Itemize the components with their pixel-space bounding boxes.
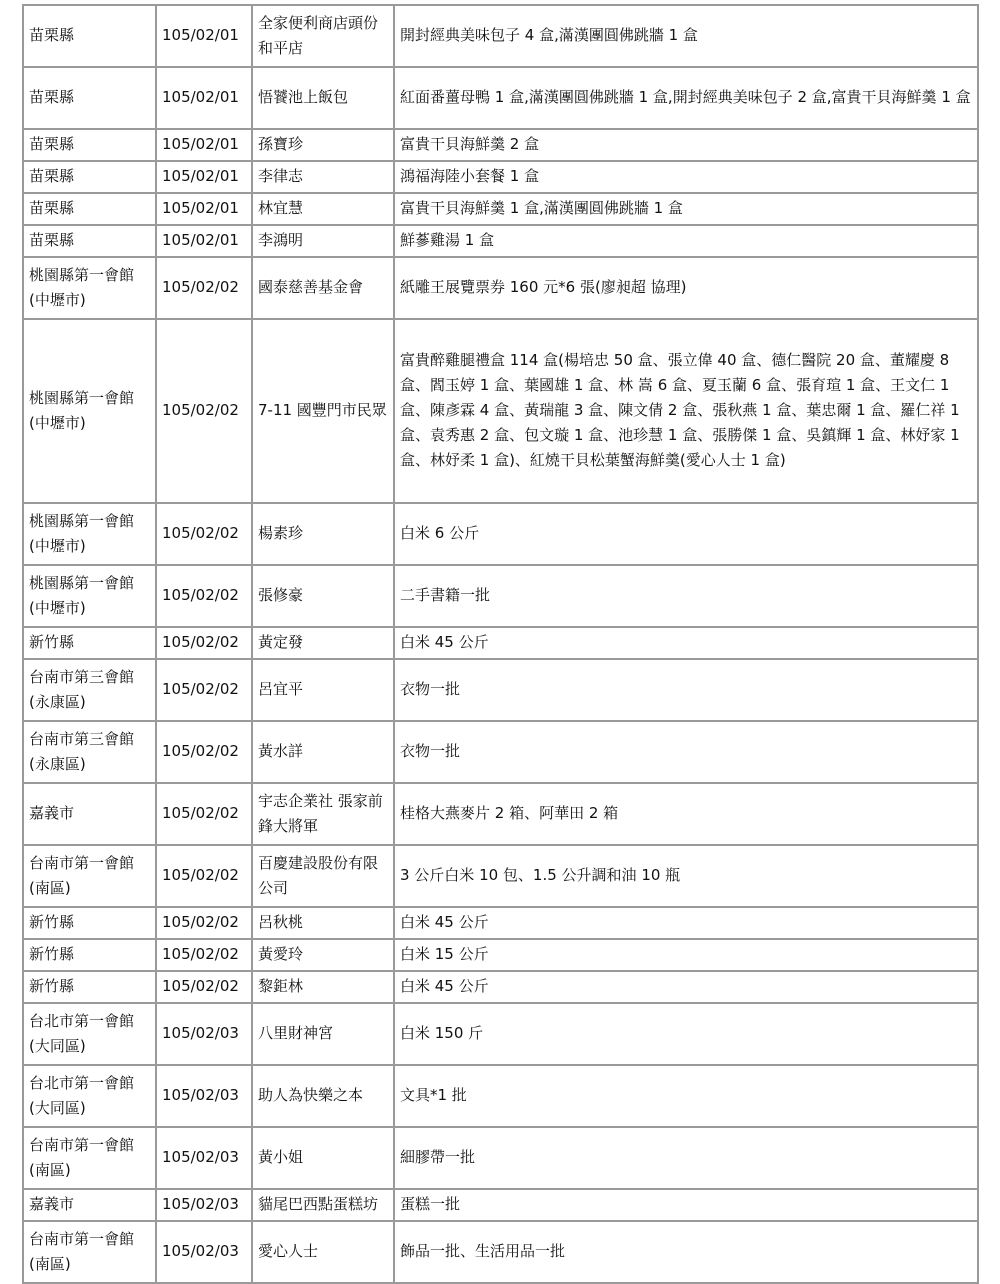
donor-cell: 黎鉅林 [252, 971, 394, 1003]
location-cell: 桃園縣第一會館(中壢市) [23, 319, 156, 503]
table-row [23, 1003, 978, 1065]
donor-cell: 助人為快樂之本 [252, 1065, 394, 1127]
location-cell: 桃園縣第一會館(中壢市) [23, 503, 156, 565]
date-cell: 105/02/03 [156, 1003, 252, 1065]
items-cell: 衣物一批 [394, 659, 978, 721]
date-cell: 105/02/02 [156, 783, 252, 845]
donor-cell: 李鴻明 [252, 225, 394, 257]
items-cell: 富貴干貝海鮮羹 2 盒 [394, 129, 978, 161]
date-cell: 105/02/01 [156, 5, 252, 67]
items-cell: 飾品一批、生活用品一批 [394, 1221, 978, 1283]
location-cell: 苗栗縣 [23, 5, 156, 67]
items-cell: 細膠帶一批 [394, 1127, 978, 1189]
donor-cell: 呂宜平 [252, 659, 394, 721]
location-cell: 嘉義市 [23, 783, 156, 845]
items-cell: 白米 6 公斤 [394, 503, 978, 565]
items-cell: 3 公斤白米 10 包、1.5 公升調和油 10 瓶 [394, 845, 978, 907]
location-cell: 苗栗縣 [23, 129, 156, 161]
table-row [23, 1127, 978, 1189]
table-row [23, 225, 978, 257]
location-cell: 台南市第三會館(永康區) [23, 721, 156, 783]
location-cell: 桃園縣第一會館(中壢市) [23, 565, 156, 627]
date-cell: 105/02/02 [156, 971, 252, 1003]
items-cell: 白米 15 公斤 [394, 939, 978, 971]
table-row [23, 319, 978, 503]
donor-cell: 黃定發 [252, 627, 394, 659]
donor-cell: 黃小姐 [252, 1127, 394, 1189]
items-cell: 衣物一批 [394, 721, 978, 783]
items-cell: 桂格大燕麥片 2 箱、阿華田 2 箱 [394, 783, 978, 845]
table-row [23, 907, 978, 939]
table-row [23, 67, 978, 129]
date-cell: 105/02/01 [156, 193, 252, 225]
donor-cell: 7-11 國豐門市民眾 [252, 319, 394, 503]
location-cell: 苗栗縣 [23, 225, 156, 257]
date-cell: 105/02/03 [156, 1065, 252, 1127]
donor-cell: 貓尾巴西點蛋糕坊 [252, 1189, 394, 1221]
items-cell: 蛋糕一批 [394, 1189, 978, 1221]
location-cell: 台南市第三會館(永康區) [23, 659, 156, 721]
donor-cell: 黃水詳 [252, 721, 394, 783]
donor-cell: 孫寶珍 [252, 129, 394, 161]
location-cell: 台南市第一會館(南區) [23, 845, 156, 907]
table-row [23, 503, 978, 565]
date-cell: 105/02/02 [156, 257, 252, 319]
items-cell: 開封經典美味包子 4 盒,滿漢團圓佛跳牆 1 盒 [394, 5, 978, 67]
items-cell: 白米 45 公斤 [394, 971, 978, 1003]
date-cell: 105/02/02 [156, 907, 252, 939]
items-cell: 白米 45 公斤 [394, 907, 978, 939]
date-cell: 105/02/01 [156, 225, 252, 257]
location-cell: 台北市第一會館(大同區) [23, 1003, 156, 1065]
table-row [23, 721, 978, 783]
date-cell: 105/02/02 [156, 659, 252, 721]
location-cell: 新竹縣 [23, 971, 156, 1003]
table-row [23, 129, 978, 161]
date-cell: 105/02/02 [156, 721, 252, 783]
location-cell: 台南市第一會館(南區) [23, 1221, 156, 1283]
date-cell: 105/02/03 [156, 1189, 252, 1221]
date-cell: 105/02/01 [156, 161, 252, 193]
date-cell: 105/02/01 [156, 67, 252, 129]
table-row [23, 1189, 978, 1221]
location-cell: 新竹縣 [23, 939, 156, 971]
table-row [23, 939, 978, 971]
donor-cell: 全家便利商店頭份和平店 [252, 5, 394, 67]
items-cell: 富貴干貝海鮮羹 1 盒,滿漢團圓佛跳牆 1 盒 [394, 193, 978, 225]
table-row [23, 565, 978, 627]
location-cell: 桃園縣第一會館(中壢市) [23, 257, 156, 319]
table-row [23, 783, 978, 845]
date-cell: 105/02/02 [156, 319, 252, 503]
date-cell: 105/02/02 [156, 565, 252, 627]
table-row [23, 659, 978, 721]
table-row [23, 5, 978, 67]
location-cell: 新竹縣 [23, 627, 156, 659]
table-row [23, 193, 978, 225]
donor-cell: 國泰慈善基金會 [252, 257, 394, 319]
table-row [23, 627, 978, 659]
table-row [23, 1221, 978, 1283]
table-row [23, 1065, 978, 1127]
date-cell: 105/02/02 [156, 939, 252, 971]
donor-cell: 黃愛玲 [252, 939, 394, 971]
items-cell: 富貴醉雞腿禮盒 114 盒(楊培忠 50 盒、張立偉 40 盒、德仁醫院 20 盒、董耀慶 8 盒、閻玉婷 1 盒、葉國雄 1 盒、林 嵩 6 盒、夏玉蘭 6 盒、張育瑄 1 盒、王文仁 1 盒、陳彥霖 4 盒、黃瑞龍 3 盒、陳文倩 2 盒、張秋燕 1 盒、葉忠爾 1 盒、羅仁祥 1 盒、袁秀惠 2 盒、包文璇 1 盒、池珍慧 1 盒、張勝傑 1 盒、吳鎮輝 1 盒、林妤家 1 盒、林妤柔 1 盒)、紅燒干貝松葉蟹海鮮羹(愛心人士 1 盒) [394, 319, 978, 503]
date-cell: 105/02/02 [156, 503, 252, 565]
donor-cell: 呂秋桃 [252, 907, 394, 939]
donor-cell: 林宜慧 [252, 193, 394, 225]
table-row [23, 161, 978, 193]
donor-cell: 張修豪 [252, 565, 394, 627]
donation-table [22, 4, 979, 1284]
location-cell: 新竹縣 [23, 907, 156, 939]
location-cell: 嘉義市 [23, 1189, 156, 1221]
items-cell: 文具*1 批 [394, 1065, 978, 1127]
table-row [23, 971, 978, 1003]
donor-cell: 八里財神宮 [252, 1003, 394, 1065]
donor-cell: 李律志 [252, 161, 394, 193]
items-cell: 鮮蔘雞湯 1 盒 [394, 225, 978, 257]
date-cell: 105/02/03 [156, 1127, 252, 1189]
items-cell: 白米 45 公斤 [394, 627, 978, 659]
date-cell: 105/02/03 [156, 1221, 252, 1283]
location-cell: 苗栗縣 [23, 67, 156, 129]
items-cell: 紙雕王展覽票券 160 元*6 張(廖昶超 協理) [394, 257, 978, 319]
date-cell: 105/02/02 [156, 627, 252, 659]
donor-cell: 楊素珍 [252, 503, 394, 565]
table-row [23, 257, 978, 319]
table-row [23, 845, 978, 907]
donation-table-body [23, 5, 978, 1283]
items-cell: 鴻福海陸小套餐 1 盒 [394, 161, 978, 193]
items-cell: 白米 150 斤 [394, 1003, 978, 1065]
location-cell: 台北市第一會館(大同區) [23, 1065, 156, 1127]
location-cell: 苗栗縣 [23, 193, 156, 225]
donor-cell: 宇志企業社 張家前鋒大將軍 [252, 783, 394, 845]
donor-cell: 悟饕池上飯包 [252, 67, 394, 129]
date-cell: 105/02/01 [156, 129, 252, 161]
location-cell: 苗栗縣 [23, 161, 156, 193]
date-cell: 105/02/02 [156, 845, 252, 907]
donor-cell: 愛心人士 [252, 1221, 394, 1283]
donor-cell: 百慶建設股份有限公司 [252, 845, 394, 907]
items-cell: 二手書籍一批 [394, 565, 978, 627]
items-cell: 紅面番薑母鴨 1 盒,滿漢團圓佛跳牆 1 盒,開封經典美味包子 2 盒,富貴干貝海鮮羹 1 盒 [394, 67, 978, 129]
location-cell: 台南市第一會館(南區) [23, 1127, 156, 1189]
